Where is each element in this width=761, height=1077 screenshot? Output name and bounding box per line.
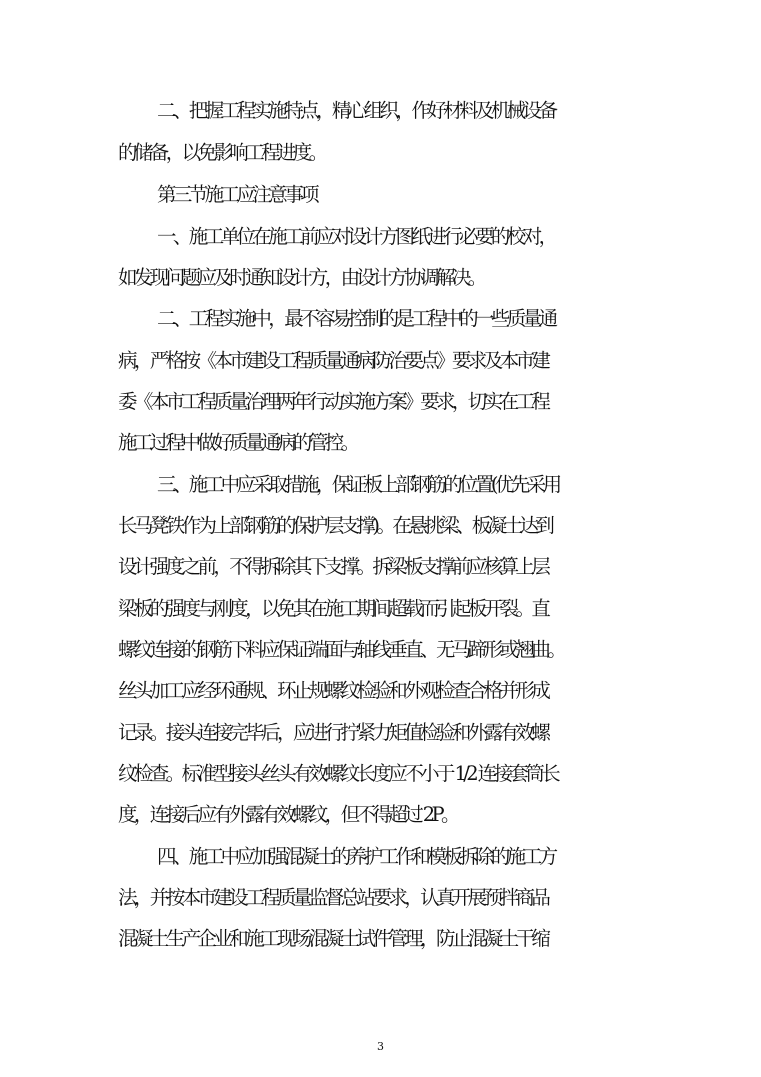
text-line: 度，连接后应有外露有效螺纹，但不得超过 2P。 [118,803,457,826]
text-line: 法，并按本市建设工程质量监督总站要求，认真开展预拌商品 [118,886,548,909]
text-line: 四、施工中应加强混凝土的养护工作和模板拆除的施工方 [157,845,555,868]
text-line: 委《本市工程质量治理两年行动实施方案》要求，切实在工程 [118,390,548,413]
text-line: 二、工程实施中，最不容易控制的是工程中的一些质量通 [157,307,555,330]
text-line: 设计强度之前，不得拆除其下支撑。拆梁板支撑前应核算上层 [118,555,548,578]
text-line: 丝头加工应经环通规、环止规螺纹检验和外观检查合格并形成 [118,679,548,702]
text-line: 纹检查。标准型接头丝头有效螺纹长度应不小于 1/2 连接套筒长 [118,762,558,785]
page-number: 3 [377,1040,384,1053]
text-line: 的储备，以免影响工程进度。 [118,141,325,164]
text-line: 施工过程中做好质量通病的管控。 [118,431,357,454]
text-line: 如发现问题应及时通知设计方，由设计方协调解决。 [118,266,484,289]
text-line: 螺纹连接的钢筋下料应保证端面与轴线垂直、无马蹄形或翘曲。 [118,638,564,661]
text-line: 记录。接头连接完毕后，应进行拧紧力矩值检验和外露有效螺 [118,721,548,744]
text-line: 一、施工单位在施工前应对设计方图纸进行必要的校对， [157,225,555,248]
text-line: 三、施工中应采取措施，保证板上部钢筋的位置(优先采用 [157,473,559,496]
text-line: 二、把握工程实施特点，精心组织，作好材料及机械设备 [157,99,555,122]
text-line: 病，严格按《本市建设工程质量通病防治要点》要求及本市建 [118,349,548,372]
text-line: 混凝土生产企业和施工现场混凝土试件管理，防止混凝土干缩 [118,927,548,950]
text-line: 长马凳铁作为上部钢筋的保护层支撑)。在悬挑梁、板凝土达到 [118,514,552,537]
text-line: 梁板的强度与刚度，以免其在施工期间超载而引起板开裂。直 [118,597,548,620]
section-heading: 第三节施工应注意事项 [157,183,317,206]
